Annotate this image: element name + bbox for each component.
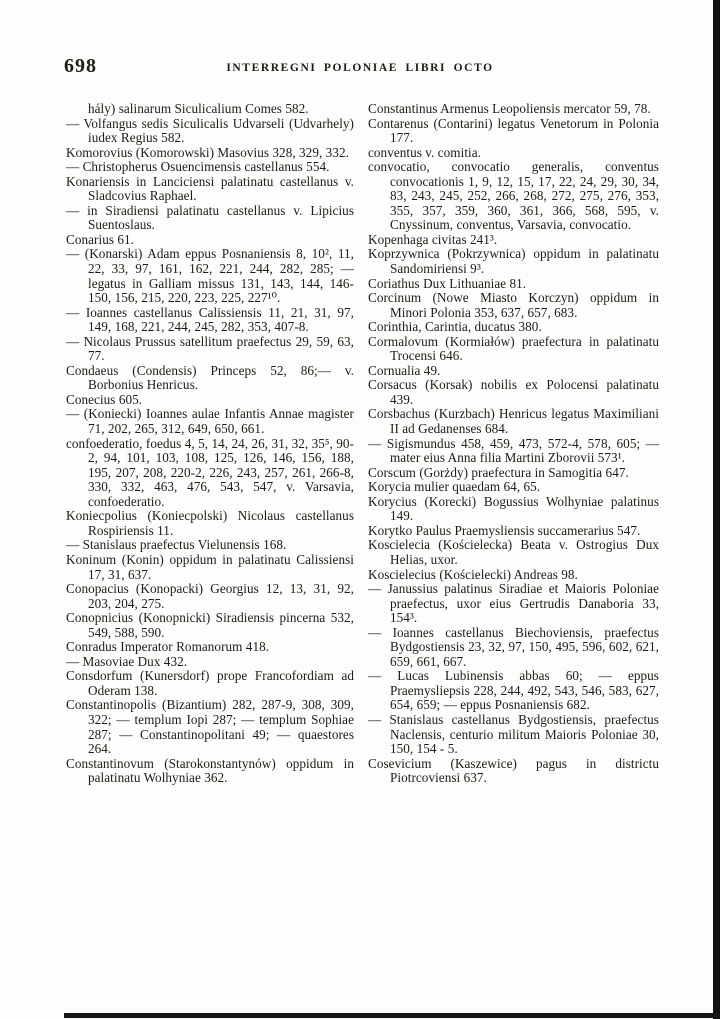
- scan-artifact-bottom-edge: [64, 1013, 720, 1018]
- index-entry: Koniecpolius (Koniecpolski) Nicolaus castellanus Rospiriensis 11.: [66, 508, 354, 538]
- index-entry: Corsbachus (Kurzbach) Henricus legatus Maximiliani II ad Gedanenses 684.: [368, 406, 659, 437]
- index-entry: — Janussius palatinus Siradiae et Maioris Poloniae praefectus, uxor eius Gertrudis Danaboria 33, 154³.: [368, 581, 659, 626]
- index-entry: — Ioannes castellanus Biechoviensis, praefectus Bydgostiensis 23, 32, 97, 150, 495, 596, 602, 621, 659, 661, 667.: [368, 624, 659, 669]
- index-entry: — Christopherus Osuencimensis castellanus 554.: [66, 159, 330, 175]
- index-entry: Corscum (Gorżdy) praefectura in Samogitia 647.: [368, 464, 629, 480]
- index-entry: Conarius 61.: [66, 231, 134, 247]
- index-entry: Corsacus (Korsak) nobilis ex Polocensi palatinatu 439.: [368, 377, 659, 407]
- index-entry: — Masoviae Dux 432.: [66, 653, 188, 669]
- index-entry: — Lucas Lubinensis abbas 60; — eppus Praemysliepsis 228, 244, 492, 543, 546, 583, 627, 654, 659; — eppus Posnaniensis 682.: [368, 668, 659, 713]
- index-entry: conventus v. comitia.: [368, 144, 481, 160]
- running-title: INTERREGNI POLONIAE LIBRI OCTO: [226, 62, 494, 74]
- index-entry: Corinthia, Carintia, ducatus 380.: [368, 319, 542, 335]
- index-entry: Korycius (Korecki) Bogussius Wolhyniae palatinus 149.: [368, 493, 659, 524]
- index-entry: — (Koniecki) Ioannes aulae Infantis Annae magister 71, 202, 265, 312, 649, 650, 661.: [66, 406, 354, 437]
- index-entry: — Stanislaus castellanus Bydgostiensis, praefectus Naclensis, centurio militum Maioris Poloniae 30, 150, 154 - 5.: [368, 711, 659, 757]
- index-entry: Cornualia 49.: [368, 362, 441, 378]
- index-entry: — Sigismundus 458, 459, 473, 572-4, 578, 605; — mater eius Anna filia Martini Zborovii 573¹.: [368, 435, 659, 466]
- index-column-right: [368, 102, 659, 786]
- index-entry: Condaeus (Condensis) Princeps 52, 86;— v. Borbonius Henricus.: [66, 362, 354, 393]
- index-entry: Coriathus Dux Lithuaniae 81.: [368, 275, 527, 291]
- index-entry: — Nicolaus Prussus satellitum praefectus 29, 59, 63, 77.: [66, 333, 354, 364]
- index-entry: — Stanislaus praefectus Vielunensis 168.: [66, 537, 287, 553]
- index-entry: Conopnicius (Konopnicki) Siradiensis pincerna 532, 549, 588, 590.: [66, 610, 354, 640]
- index-entry: — in Siradiensi palatinatu castellanus v. Lipicius Suentoslaus.: [66, 202, 354, 233]
- index-entry: — Ioannes castellanus Calissiensis 11, 21, 31, 97, 149, 168, 221, 244, 245, 282, 353, 407-8.: [66, 304, 354, 335]
- index-entry: Constantinus Armenus Leopoliensis mercator 59, 78.: [368, 101, 651, 116]
- index-entry: Korytko Paulus Praemysliensis succamerarius 547.: [368, 522, 641, 538]
- index-entry: Corcinum (Nowe Miasto Korczyn) oppidum in Minori Polonia 353, 637, 657, 683.: [368, 290, 659, 320]
- index-entry: hály) salinarum Siculicalium Comes 582.: [88, 101, 309, 116]
- index-entry: convocatio, convocatio generalis, conventus convocationis 1, 9, 12, 15, 17, 22, 24, 29, 30, 34, 83, 243, 245, 252, 266, 268, 272, 275, 276, 353, 355, 357, 359, 360, 361, 366, 568, 595, v. Cnyssinum, conventus, Varsavia, convocatio.: [368, 159, 659, 233]
- index-entry: Kopenhaga civitas 241³.: [368, 231, 498, 247]
- index-entry: — Volfangus sedis Siculicalis Udvarseli (Udvarhely) iudex Regius 582.: [66, 115, 354, 146]
- index-entry: Komorovius (Komorowski) Masovius 328, 329, 332.: [66, 144, 349, 160]
- index-entry: Koprzywnica (Pokrzywnica) oppidum in palatinatu Sandomiriensi 9³.: [368, 246, 659, 277]
- index-column-left: [66, 102, 354, 786]
- index-entry: Cormalovum (Kormiałów) praefectura in palatinatu Trocensi 646.: [368, 333, 659, 364]
- index-entry: Consdorfum (Kunersdorf) prope Francofordiam ad Oderam 138.: [66, 668, 354, 698]
- index-entry: Koscielecius (Kościelecki) Andreas 98.: [368, 566, 578, 582]
- index-entry: Koscielecia (Kościelecka) Beata v. Ostrogius Dux Helias, uxor.: [368, 537, 659, 567]
- index-entry: Constantinopolis (Bizantium) 282, 287-9, 308, 309, 322; — templum Iopi 287; — templum Sophiae 287; — Constantinopolitani 49; — quaestores 264.: [66, 697, 354, 757]
- index-entry: Contarenus (Contarini) legatus Venetorum in Polonia 177.: [368, 115, 659, 146]
- index-entry: — (Konarski) Adam eppus Posnaniensis 8, 10², 11, 22, 33, 97, 161, 162, 221, 244, 282, 285; — legatus in Galliam missus 131, 143, 144, 146-150, 156, 215, 220, 223, 225, 227¹⁰.: [66, 246, 354, 306]
- index-entry: Cosevicium (Kaszewice) pagus in districtu Piotrcoviensi 637.: [368, 755, 659, 786]
- index-entry: Korycia mulier quaedam 64, 65.: [368, 479, 541, 495]
- index-entry: Konariensis in Lanciciensi palatinatu castellanus v. Sladcovius Raphael.: [66, 173, 354, 204]
- index-entry: Conopacius (Konopacki) Georgius 12, 13, 31, 92, 203, 204, 275.: [66, 581, 354, 611]
- index-entry: Conecius 605.: [66, 391, 143, 407]
- index-entry: Constantinovum (Starokonstantynów) oppidum in palatinatu Wolhyniae 362.: [66, 755, 354, 786]
- index-entry: Koninum (Konin) oppidum in palatinatu Calissiensi 17, 31, 637.: [66, 551, 354, 582]
- scan-artifact-right-edge: [713, 0, 720, 1019]
- page-number: 698: [64, 55, 97, 77]
- index-entry: Conradus Imperator Romanorum 418.: [66, 639, 270, 655]
- index-entry: confoederatio, foedus 4, 5, 14, 24, 26, 31, 32, 35⁵, 90-2, 94, 101, 103, 108, 125, 126, 146, 156, 188, 195, 207, 208, 220-2, 226, 243, 257, 261, 266-8, 330, 332, 463, 476, 543, 547, v. Varsavia, confoederatio.: [66, 435, 354, 509]
